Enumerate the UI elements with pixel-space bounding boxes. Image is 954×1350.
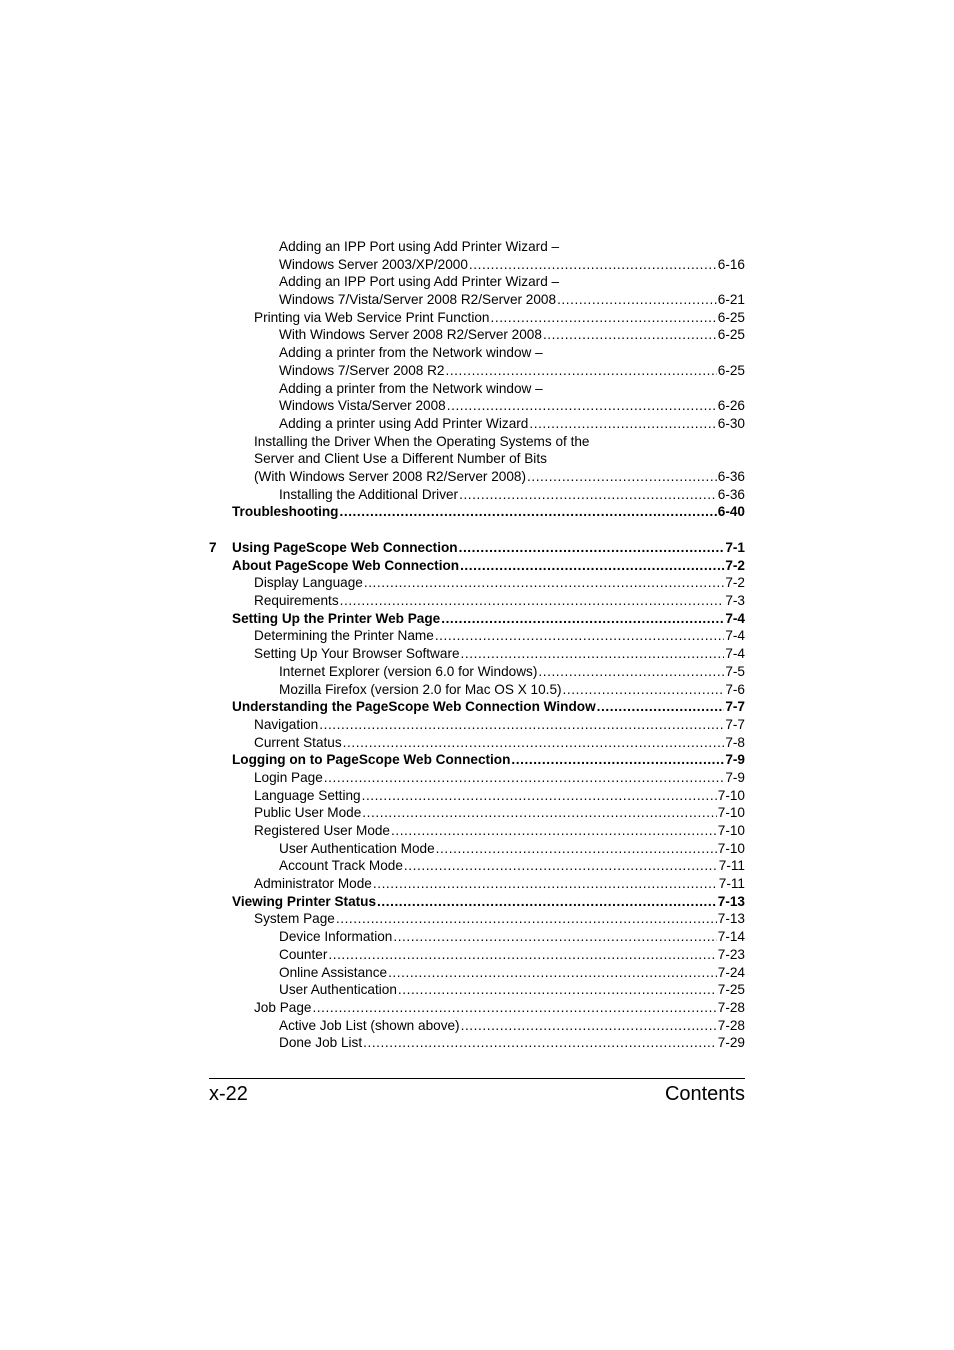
toc-row <box>0 539 954 557</box>
toc-page-number: 7-24 <box>717 964 745 980</box>
toc-dot-leader <box>336 910 717 928</box>
toc-entry[interactable] <box>254 787 745 805</box>
toc-entry[interactable] <box>254 999 745 1017</box>
toc-entry[interactable] <box>232 557 745 575</box>
toc-page-number: 7-3 <box>725 593 745 609</box>
toc-page-number: 7-11 <box>718 858 745 874</box>
toc-page-number: 7-9 <box>725 752 745 768</box>
toc-entry-title: Requirements <box>254 593 339 609</box>
toc-entry[interactable] <box>279 964 745 982</box>
toc-entry-title: Administrator Mode <box>254 876 372 892</box>
toc-entry-title: Windows Server 2003/XP/2000 <box>279 256 468 272</box>
toc-page-number: 7-13 <box>717 893 745 909</box>
toc-entry[interactable] <box>254 450 745 468</box>
toc-dot-leader <box>436 840 717 858</box>
toc-entry-title: Registered User Mode <box>254 823 390 838</box>
toc-entry-title: Device Information <box>279 929 393 945</box>
toc-dot-leader <box>597 698 725 716</box>
toc-entry-title: Adding a printer from the Network window – <box>279 345 543 361</box>
toc-dot-leader <box>391 822 717 840</box>
toc-page-number: 7-4 <box>725 646 745 662</box>
toc-row <box>0 681 954 699</box>
toc-entry-title: Account Track Mode <box>279 858 403 874</box>
toc-row <box>0 256 954 274</box>
toc-row <box>0 645 954 663</box>
toc-entry[interactable] <box>279 326 745 344</box>
toc-row <box>0 574 954 592</box>
toc-entry-title: Windows Vista/Server 2008 <box>279 398 446 414</box>
toc-entry-title: About PageScope Web Connection <box>232 557 460 573</box>
toc-entry[interactable] <box>279 928 745 946</box>
toc-page-number: 7-5 <box>725 663 745 679</box>
toc-entry[interactable] <box>254 574 745 592</box>
toc-row <box>0 981 954 999</box>
toc-dot-leader <box>328 946 716 964</box>
toc-entry[interactable] <box>232 503 745 521</box>
toc-row <box>0 344 954 362</box>
toc-page-number: 7-29 <box>717 1035 745 1051</box>
toc-entry[interactable] <box>254 433 745 451</box>
toc-page-number: 6-26 <box>717 398 745 414</box>
toc-entry-title: Server and Client Use a Different Number of Bits <box>254 451 547 467</box>
toc-page-number: 7-8 <box>725 734 745 750</box>
toc-page-number: 7-9 <box>725 769 745 785</box>
toc-dot-leader <box>362 787 717 805</box>
toc-entry-title: Installing the Driver When the Operating Systems of the <box>254 433 590 449</box>
toc-dot-leader <box>469 256 717 274</box>
toc-row <box>0 716 954 734</box>
toc-page-number: 7-2 <box>725 557 745 573</box>
toc-dot-leader <box>527 468 717 486</box>
toc-entry-title: System Page <box>254 911 335 927</box>
toc-dot-leader <box>324 769 725 787</box>
toc-row <box>0 503 954 521</box>
toc-entry[interactable] <box>279 1017 745 1035</box>
toc-entry[interactable] <box>232 539 745 557</box>
toc-dot-leader <box>404 857 718 875</box>
toc-page-number: 7-14 <box>717 929 745 945</box>
toc-entry-title: User Authentication Mode <box>279 840 435 856</box>
toc-entry-title: Using PageScope Web Connection <box>232 540 458 555</box>
toc-entry[interactable] <box>254 734 745 752</box>
toc-row <box>0 893 954 911</box>
toc-entry[interactable] <box>254 592 745 610</box>
toc-entry[interactable] <box>232 751 745 769</box>
footer-section-title: Contents <box>664 1083 745 1105</box>
toc-page-number: 7-7 <box>725 699 745 715</box>
toc-dot-leader <box>538 663 724 681</box>
toc-entry[interactable] <box>279 256 745 274</box>
toc-dot-leader <box>529 415 716 433</box>
toc-dot-leader <box>461 645 725 663</box>
toc-dot-leader <box>447 397 717 415</box>
toc-page-number: 6-36 <box>717 468 745 484</box>
toc-dot-leader <box>563 681 725 699</box>
toc-entry[interactable] <box>279 238 745 256</box>
toc-entry[interactable] <box>254 627 745 645</box>
toc-dot-leader <box>377 893 717 911</box>
toc-entry-title: Windows 7/Vista/Server 2008 R2/Server 2008 <box>279 292 557 308</box>
toc-page-number: 7-4 <box>725 628 745 644</box>
toc-entry-title: Current Status <box>254 734 342 750</box>
table-of-contents <box>0 238 954 1052</box>
toc-entry-title: Login Page <box>254 769 323 785</box>
toc-chapter-number: 7 <box>209 540 217 555</box>
toc-entry[interactable] <box>279 291 745 309</box>
toc-entry-title: Windows 7/Server 2008 R2 <box>279 362 445 378</box>
toc-entry[interactable] <box>279 415 745 433</box>
toc-page-number: 6-40 <box>717 504 745 520</box>
toc-dot-leader <box>459 486 717 504</box>
toc-row <box>0 663 954 681</box>
toc-dot-leader <box>398 981 717 999</box>
toc-row <box>0 964 954 982</box>
toc-entry-title: Understanding the PageScope Web Connection Window <box>232 699 596 715</box>
toc-page-number: 6-30 <box>717 415 745 431</box>
toc-dot-leader <box>461 1017 717 1035</box>
toc-dot-leader <box>340 592 725 610</box>
toc-page-number: 7-23 <box>717 946 745 962</box>
toc-entry-title: With Windows Server 2008 R2/Server 2008 <box>279 327 542 343</box>
toc-row <box>0 291 954 309</box>
toc-entry-title: Job Page <box>254 999 312 1015</box>
toc-entry[interactable] <box>254 875 745 893</box>
toc-row <box>0 1017 954 1035</box>
toc-entry[interactable] <box>254 716 745 734</box>
toc-entry-title: Adding a printer from the Network window – <box>279 380 543 396</box>
toc-entry[interactable] <box>279 397 745 415</box>
toc-entry[interactable] <box>279 946 745 964</box>
toc-entry-title: User Authentication <box>279 982 397 998</box>
toc-entry[interactable] <box>254 769 745 787</box>
toc-entry[interactable] <box>279 981 745 999</box>
toc-row <box>0 273 954 291</box>
toc-entry[interactable] <box>254 822 745 840</box>
toc-entry-title: Setting Up Your Browser Software <box>254 646 460 662</box>
toc-dot-leader <box>339 503 716 521</box>
toc-entry[interactable] <box>279 344 745 362</box>
toc-dot-leader <box>362 804 716 822</box>
toc-page-number: 7-10 <box>717 805 745 821</box>
toc-entry-title: Mozilla Firefox (version 2.0 for Mac OS X 10.5) <box>279 681 562 697</box>
toc-row <box>0 928 954 946</box>
toc-row <box>0 769 954 787</box>
toc-row <box>0 857 954 875</box>
toc-dot-leader <box>363 1034 717 1052</box>
toc-entry-title: Adding an IPP Port using Add Printer Wizard – <box>279 274 560 290</box>
footer-page-number: x-22 <box>209 1083 248 1105</box>
toc-row <box>0 787 954 805</box>
toc-entry-title: Active Job List (shown above) <box>279 1017 460 1033</box>
toc-page-number: 7-10 <box>717 787 745 803</box>
toc-entry[interactable] <box>232 893 745 911</box>
toc-entry[interactable] <box>279 663 745 681</box>
toc-row <box>0 415 954 433</box>
toc-dot-leader <box>543 326 717 344</box>
toc-entry-title: Setting Up the Printer Web Page <box>232 610 441 626</box>
toc-row <box>0 875 954 893</box>
toc-entry[interactable] <box>254 645 745 663</box>
toc-entry[interactable] <box>254 309 745 327</box>
toc-dot-leader <box>388 964 717 982</box>
toc-page-number: 7-10 <box>717 823 745 838</box>
toc-entry-title: Adding an IPP Port using Add Printer Wizard – <box>279 239 560 254</box>
toc-dot-leader <box>364 574 725 592</box>
toc-entry[interactable] <box>254 910 745 928</box>
toc-row <box>0 238 954 256</box>
toc-page-number: 7-6 <box>725 681 745 697</box>
toc-row <box>0 627 954 645</box>
toc-entry-title: Logging on to PageScope Web Connection <box>232 752 511 768</box>
toc-entry[interactable] <box>279 486 745 504</box>
toc-entry-title: (With Windows Server 2008 R2/Server 2008) <box>254 468 526 484</box>
toc-dot-leader <box>393 928 716 946</box>
toc-page-number: 6-25 <box>717 362 745 378</box>
toc-page-number: 6-25 <box>717 327 745 343</box>
toc-entry-title: Online Assistance <box>279 964 388 980</box>
toc-entry-title: Printing via Web Service Print Function <box>254 309 490 325</box>
toc-page-number: 7-7 <box>725 716 745 732</box>
toc-entry[interactable] <box>279 681 745 699</box>
toc-entry-title: Viewing Printer Status <box>232 893 377 909</box>
toc-dot-leader <box>343 734 725 752</box>
toc-dot-leader <box>435 627 725 645</box>
toc-page-number: 7-28 <box>717 1017 745 1033</box>
toc-row <box>0 557 954 575</box>
toc-entry[interactable] <box>254 468 745 486</box>
toc-row <box>0 450 954 468</box>
toc-entry[interactable] <box>232 610 745 628</box>
toc-entry[interactable] <box>279 1034 745 1052</box>
toc-entry-title: Internet Explorer (version 6.0 for Windows) <box>279 663 538 679</box>
toc-entry-title: Installing the Additional Driver <box>279 486 459 502</box>
toc-dot-leader <box>445 362 716 380</box>
toc-page-number: 7-13 <box>717 911 745 927</box>
toc-dot-leader <box>490 309 716 327</box>
toc-row <box>0 468 954 486</box>
toc-dot-leader <box>441 610 724 628</box>
toc-entry[interactable] <box>279 362 745 380</box>
toc-page-number: 7-2 <box>725 575 745 591</box>
toc-entry[interactable] <box>279 840 745 858</box>
toc-entry-title: Counter <box>279 946 328 962</box>
toc-row <box>0 309 954 327</box>
toc-row <box>0 698 954 716</box>
toc-dot-leader <box>511 751 724 769</box>
toc-entry-title: Navigation <box>254 716 319 732</box>
toc-page-number: 6-16 <box>717 256 745 272</box>
toc-row <box>0 1034 954 1052</box>
toc-page-number: 7-1 <box>725 540 745 555</box>
toc-row <box>0 910 954 928</box>
toc-entry[interactable] <box>232 698 745 716</box>
toc-dot-leader <box>312 999 716 1017</box>
toc-row <box>0 840 954 858</box>
toc-page-number: 6-36 <box>717 486 745 502</box>
toc-row <box>0 822 954 840</box>
toc-entry-title: Public User Mode <box>254 805 362 821</box>
toc-page-number: 6-25 <box>717 309 745 325</box>
toc-entry[interactable] <box>254 804 745 822</box>
toc-dot-leader <box>319 716 724 734</box>
toc-dot-leader <box>459 539 725 557</box>
toc-dot-leader <box>557 291 717 309</box>
toc-page-number: 6-21 <box>717 292 745 308</box>
toc-row <box>0 804 954 822</box>
toc-entry-title: Adding a printer using Add Printer Wizard <box>279 415 529 431</box>
toc-row <box>0 946 954 964</box>
toc-page-number: 7-11 <box>718 876 745 892</box>
toc-entry-title: Display Language <box>254 575 363 591</box>
toc-row <box>0 486 954 504</box>
toc-page-number: 7-10 <box>717 840 745 856</box>
toc-entry-title: Troubleshooting <box>232 504 339 520</box>
toc-entry[interactable] <box>279 857 745 875</box>
toc-entry[interactable] <box>279 273 745 291</box>
toc-entry[interactable] <box>279 380 745 398</box>
toc-dot-leader <box>460 557 724 575</box>
toc-row <box>0 610 954 628</box>
toc-page-number: 7-4 <box>725 610 745 626</box>
toc-page-number: 7-25 <box>717 982 745 998</box>
toc-entry-title: Language Setting <box>254 787 361 803</box>
toc-row <box>0 326 954 344</box>
toc-row <box>0 751 954 769</box>
toc-entry-title: Done Job List <box>279 1035 363 1051</box>
toc-row <box>0 999 954 1017</box>
toc-row <box>0 380 954 398</box>
toc-entry-title: Determining the Printer Name <box>254 628 434 644</box>
toc-row <box>0 397 954 415</box>
toc-row <box>0 433 954 451</box>
toc-dot-leader <box>373 875 718 893</box>
toc-row <box>0 734 954 752</box>
toc-row <box>0 592 954 610</box>
footer-rule <box>209 1078 745 1079</box>
toc-row <box>0 362 954 380</box>
toc-page-number: 7-28 <box>717 999 745 1015</box>
